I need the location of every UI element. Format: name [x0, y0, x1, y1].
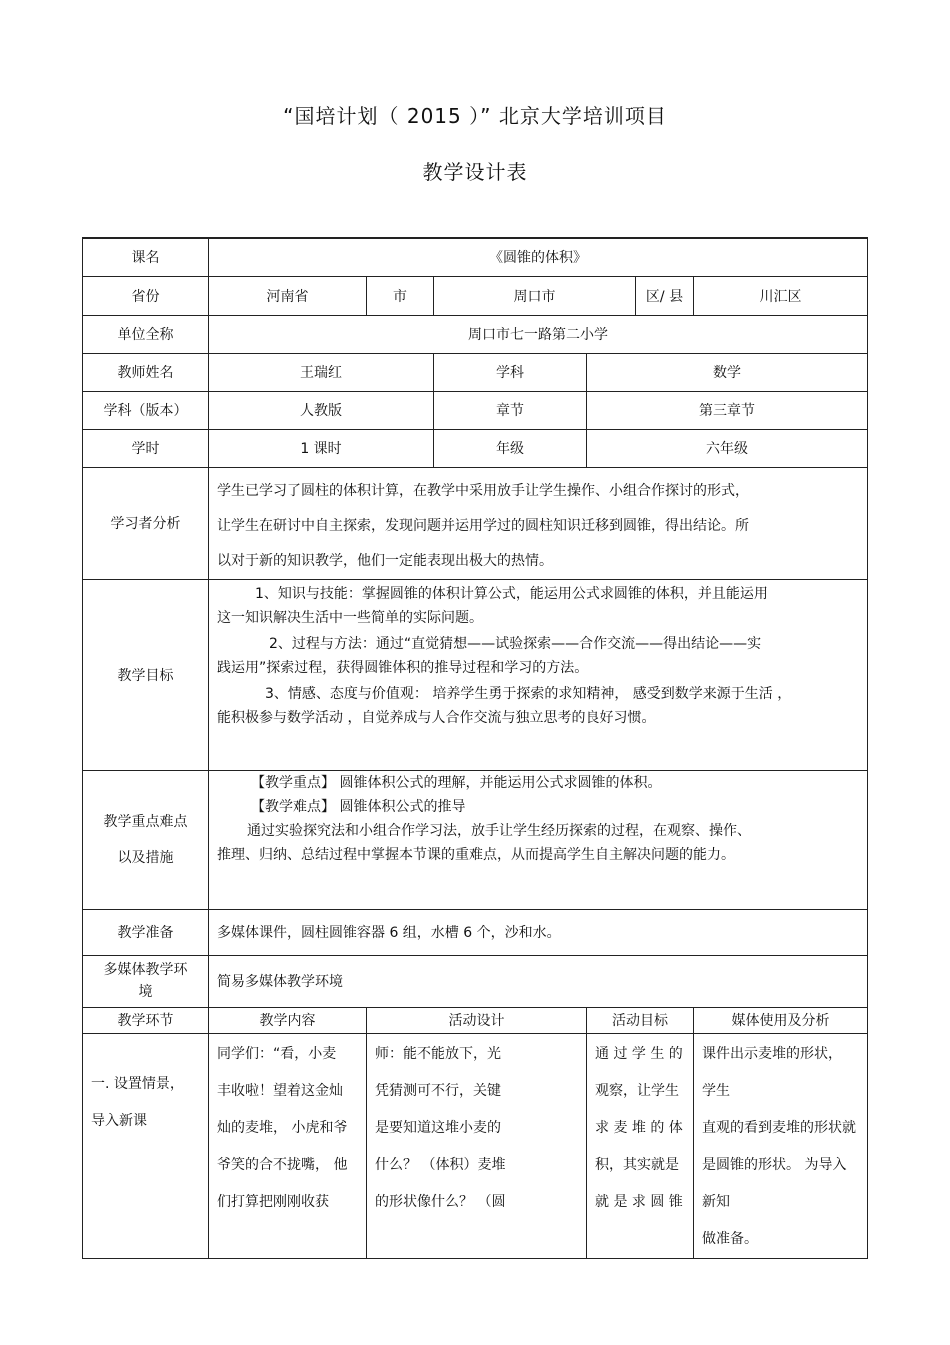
process-header-content: 教学内容	[209, 1007, 367, 1033]
process-header-activity: 活动设计	[367, 1007, 587, 1033]
media-line: 直观的看到麦堆的形状就	[702, 1119, 856, 1136]
keypoint-line: 推理、归纳、总结过程中掌握本节课的重难点，从而提高学生自主解决问题的能力。	[217, 846, 735, 863]
process-objective	[587, 1033, 694, 1258]
district-label: 区/ 县	[636, 276, 694, 315]
row-media-env	[83, 955, 868, 1007]
row-teacher	[83, 353, 868, 391]
row-course	[83, 238, 868, 276]
unit-label: 单位全称	[83, 315, 209, 353]
media-env-label-line: 境	[138, 984, 153, 1000]
row-edition	[83, 391, 868, 429]
course-value: 《圆锥的体积》	[209, 238, 868, 276]
keypoints-value	[209, 770, 868, 909]
activity-line: 什么？ （体积）麦堆	[375, 1156, 506, 1173]
document-subtitle: 教学设计表	[422, 160, 528, 184]
goals-label: 教学目标	[83, 579, 209, 770]
activity-line: 是要知道这堆小麦的	[375, 1119, 501, 1136]
chapter-value: 第三章节	[587, 391, 868, 429]
content-line: 爷笑的合不拢嘴， 他	[217, 1156, 348, 1173]
process-content	[209, 1033, 367, 1258]
process-row	[83, 1033, 868, 1258]
content-line: 灿的麦堆， 小虎和爷	[217, 1119, 348, 1136]
activity-line: 凭猜测可不行，关键	[375, 1082, 501, 1099]
keypoint-line: 【教学重点】 圆锥体积公式的理解，并能运用公式求圆锥的体积。	[251, 774, 662, 791]
row-keypoints	[83, 770, 868, 909]
keypoints-label	[83, 770, 209, 909]
course-label: 课名	[83, 238, 209, 276]
content-line: 同学们：“看，小麦	[217, 1045, 337, 1062]
teacher-value: 王瑞红	[209, 353, 434, 391]
row-hours	[83, 429, 868, 467]
province-label: 省份	[83, 276, 209, 315]
row-province	[83, 276, 868, 315]
media-line: 课件出示麦堆的形状， 学生	[702, 1045, 842, 1099]
media-line: 是圆锥的形状。 为导入新知	[702, 1156, 847, 1210]
edition-value: 人教版	[209, 391, 434, 429]
subject-label: 学科	[434, 353, 587, 391]
city-value: 周口市	[434, 276, 636, 315]
objective-line: 通 过 学 生 的	[595, 1045, 683, 1062]
goal-line: 践运用”探索过程，获得圆锥体积的推导过程和学习的方法。	[217, 659, 589, 676]
learner-line: 学生已学习了圆柱的体积计算，在教学中采用放手让学生操作、小组合作探讨的形式，	[217, 482, 749, 499]
goal-line: 2、过程与方法：通过“直觉猜想——试验探索——合作交流——得出结论——实	[269, 635, 762, 652]
learner-line: 让学生在研讨中自主探索，发现问题并运用学过的圆柱知识迁移到圆锥，得出结论。所	[217, 517, 749, 534]
activity-line: 的形状像什么？ （圆	[375, 1193, 506, 1210]
design-table	[82, 237, 868, 1259]
province-value: 河南省	[209, 276, 367, 315]
media-env-label-line: 多媒体教学环	[103, 962, 188, 978]
edition-label: 学科（版本）	[83, 391, 209, 429]
media-env-label	[83, 955, 209, 1007]
row-prep	[83, 909, 868, 955]
prep-label: 教学准备	[83, 909, 209, 955]
learner-line: 以对于新的知识教学，他们一定能表现出极大的热情。	[217, 552, 553, 569]
process-header-objective: 活动目标	[587, 1007, 694, 1033]
content-line: 们打算把刚刚收获	[217, 1193, 329, 1210]
objective-line: 求 麦 堆 的 体	[595, 1119, 683, 1136]
goal-line: 能积极参与数学活动 ，自觉养成与人合作交流与独立思考的良好习惯。	[217, 709, 656, 726]
stage-line: 一. 设置情景，	[91, 1075, 184, 1092]
objective-line: 积，其实就是	[595, 1156, 679, 1173]
prep-value: 多媒体课件，圆柱圆锥容器 6 组，水槽 6 个，沙和水。	[209, 909, 868, 955]
goals-value	[209, 579, 868, 770]
content-line: 丰收啦！望着这金灿	[217, 1082, 343, 1099]
learner-value	[209, 467, 868, 579]
teacher-label: 教师姓名	[83, 353, 209, 391]
keypoints-label-line: 教学重点难点	[103, 813, 188, 830]
unit-value: 周口市七一路第二小学	[209, 315, 868, 353]
goal-line: 1、知识与技能：掌握圆锥的体积计算公式，能运用公式求圆锥的体积，并且能运用	[255, 585, 768, 602]
keypoints-label-line: 以及措施	[117, 849, 174, 866]
process-header-stage: 教学环节	[83, 1007, 209, 1033]
keypoint-line: 通过实验探究法和小组合作学习法，放手让学生经历探索的过程，在观察、操作、	[247, 822, 751, 839]
row-goals	[83, 579, 868, 770]
subject-value: 数学	[587, 353, 868, 391]
process-header-row	[83, 1007, 868, 1033]
district-value: 川汇区	[694, 276, 868, 315]
media-env-value: 简易多媒体教学环境	[209, 955, 868, 1007]
objective-line: 就 是 求 圆 锥	[595, 1193, 683, 1210]
process-media	[694, 1033, 868, 1258]
row-learner	[83, 467, 868, 579]
goal-line: 这一知识解决生活中一些简单的实际问题。	[217, 609, 483, 626]
keypoint-line: 【教学难点】 圆锥体积公式的推导	[251, 798, 466, 815]
hours-value: 1 课时	[209, 429, 434, 467]
process-header-media: 媒体使用及分析	[694, 1007, 868, 1033]
hours-label: 学时	[83, 429, 209, 467]
row-unit	[83, 315, 868, 353]
goal-line: 3、情感、态度与价值观： 培养学生勇于探索的求知精神， 感受到数学来源于生活 ，	[265, 685, 792, 702]
stage-line: 导入新课	[91, 1112, 147, 1129]
activity-line: 师：能不能放下，光	[375, 1045, 501, 1062]
process-activity	[367, 1033, 587, 1258]
grade-value: 六年级	[587, 429, 868, 467]
grade-label: 年级	[434, 429, 587, 467]
city-label: 市	[367, 276, 434, 315]
chapter-label: 章节	[434, 391, 587, 429]
objective-line: 观察，让学生	[595, 1082, 679, 1099]
document-title: “国培计划（ 2015 ）” 北京大学培训项目	[283, 104, 667, 128]
process-stage	[83, 1033, 209, 1258]
media-line: 做准备。	[702, 1230, 758, 1247]
learner-label: 学习者分析	[83, 467, 209, 579]
